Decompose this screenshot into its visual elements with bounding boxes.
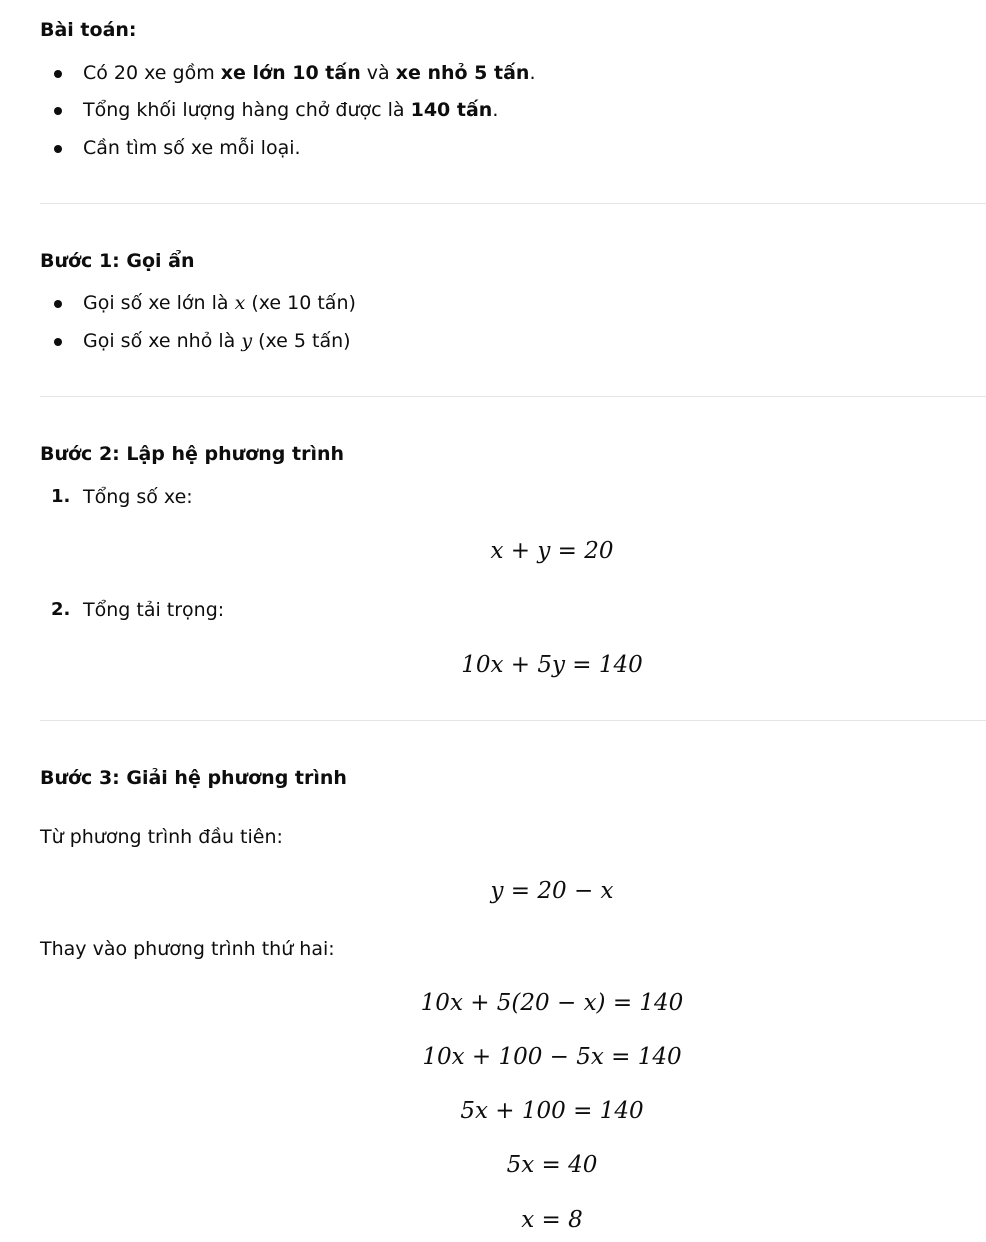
equation: x + y = 20 (490, 538, 614, 564)
equation: 5x + 100 = 140 (460, 1098, 644, 1124)
divider (40, 203, 986, 204)
divider (40, 720, 986, 721)
equation: y = 20 − x (490, 878, 614, 904)
equation: x = 8 (521, 1207, 583, 1233)
paragraph: Từ phương trình đầu tiên: (40, 826, 283, 848)
paragraph: Thay vào phương trình thứ hai: (40, 938, 335, 960)
equation: 10x + 5(20 − x) = 140 (420, 990, 684, 1016)
equation: 10x + 5y = 140 (461, 652, 643, 678)
step2-heading: Bước 2: Lập hệ phương trình (40, 443, 345, 465)
problem-heading: Bài toán: (40, 19, 137, 41)
answer-content: Bài toán: Có 20 xe gồm xe lớn 10 tấn và xe nhỏ 5 tấn. Tổng khối lượng hàng chở được là 140 tấn. Cần tìm số xe mỗi loại. Bước 1: Gọi ẩn Gọi số xe lớn là x (xe 10 tấn) Gọi số xe nhỏ là y (xe 5 tấn) Bước 2: Lập hệ phương trình 1. Tổng số xe: x + y = 20 2. Tổng tải trọng: 10x + 5y = 140 Bước 3: Giải hệ phương trình Từ phương trình đầu tiên: y = 20 − x Thay vào phương trình thứ hai: 10x + 5(20 − x) = 140 10x + 100 − 5x = 140 5x + 100 = 140 5x = 40 x = 8 (40, 0, 986, 1242)
step3-heading: Bước 3: Giải hệ phương trình (40, 767, 347, 789)
divider (40, 396, 986, 397)
equation: 10x + 100 − 5x = 140 (422, 1044, 682, 1070)
equation: 5x = 40 (506, 1152, 598, 1178)
step1-heading: Bước 1: Gọi ẩn (40, 250, 195, 272)
